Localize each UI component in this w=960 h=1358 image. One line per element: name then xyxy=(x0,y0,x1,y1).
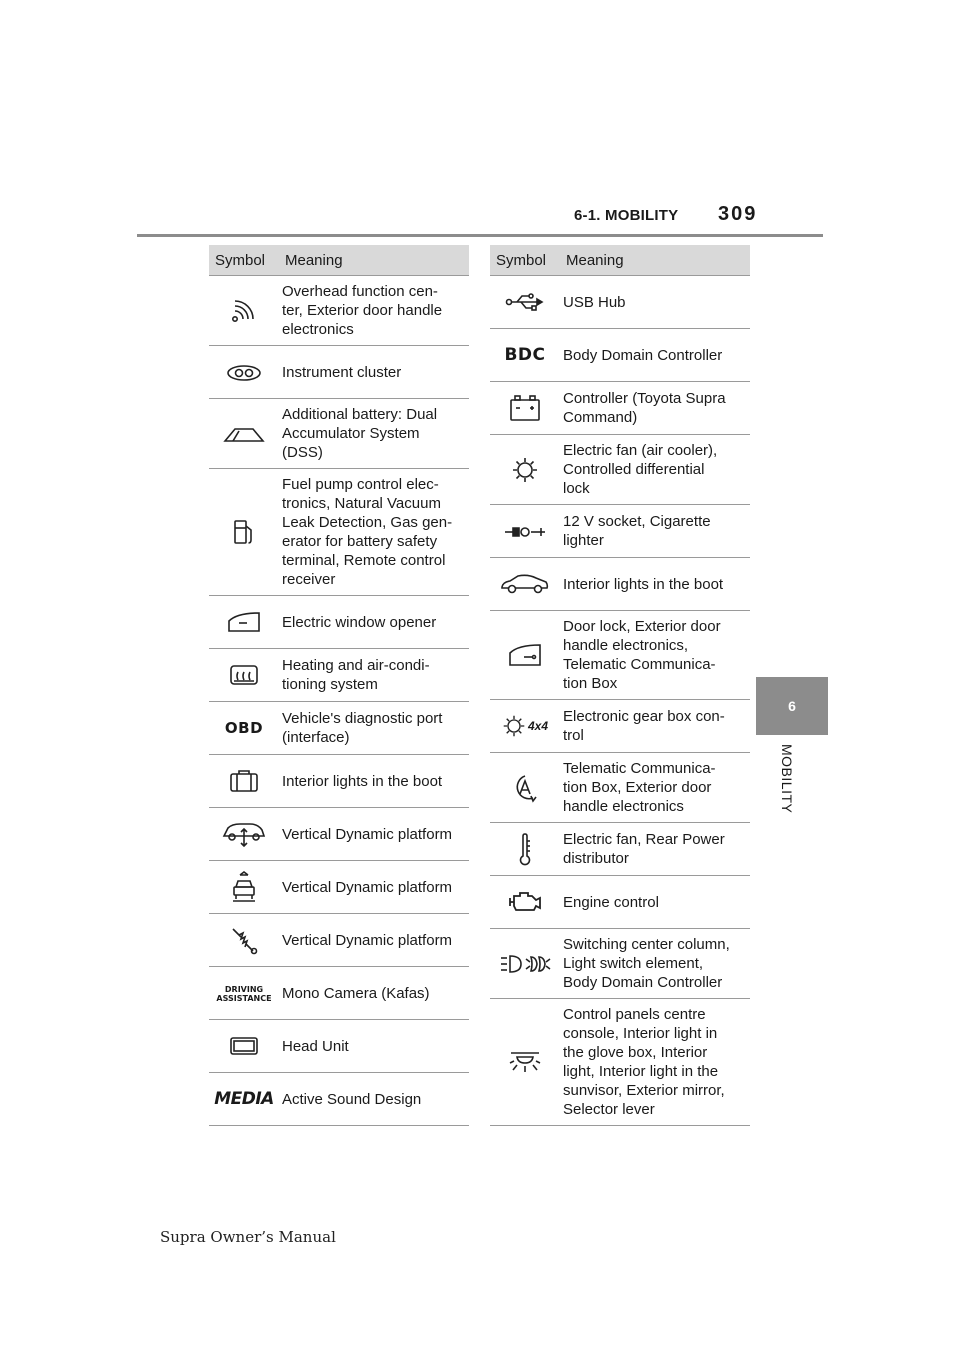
table-row xyxy=(490,753,750,823)
page-number: 309 xyxy=(718,203,758,225)
meaning-cell: Engine control xyxy=(560,876,750,929)
fuel-pump-icon xyxy=(233,518,255,546)
usb-icon xyxy=(505,292,545,312)
meaning-cell: Door lock, Exterior door handle electronics, Telematic Communica- tion Box xyxy=(560,611,750,700)
car-front-suspension-icon xyxy=(231,871,257,903)
car-lift-icon xyxy=(222,820,266,848)
symbol-column-header: Symbol xyxy=(209,245,279,276)
heating-icon xyxy=(229,664,259,686)
interior-light-icon xyxy=(508,1049,542,1075)
table-row xyxy=(209,914,469,967)
table-row xyxy=(490,276,750,329)
battery-controller-icon xyxy=(509,394,541,422)
fan-gear-icon xyxy=(511,456,539,484)
meaning-cell: 12 V socket, Cigarette lighter xyxy=(560,505,750,558)
screen-icon xyxy=(229,1036,259,1056)
meaning-cell: Body Domain Controller xyxy=(560,329,750,382)
table-row xyxy=(490,505,750,558)
table-row xyxy=(209,399,469,469)
table-row xyxy=(209,596,469,649)
meaning-cell: Switching center column, Light switch element, Body Domain Controller xyxy=(560,929,750,999)
table-row xyxy=(209,1073,469,1126)
table-row xyxy=(209,1020,469,1073)
meaning-cell: USB Hub xyxy=(560,276,750,329)
table-row xyxy=(490,382,750,435)
table-row xyxy=(209,755,469,808)
table-row xyxy=(209,346,469,399)
meaning-cell: Interior lights in the boot xyxy=(279,755,469,808)
driving-assistance-text-icon: DRIVING ASSISTANCE xyxy=(216,984,272,1003)
table-row xyxy=(490,929,750,999)
media-text-icon: MEDIA xyxy=(214,1088,274,1109)
meaning-cell: Telematic Communica- tion Box, Exterior door handle electronics xyxy=(560,753,750,823)
table-row xyxy=(490,823,750,876)
table-row xyxy=(209,702,469,755)
gear-4x4-icon xyxy=(502,714,548,738)
table-row xyxy=(490,700,750,753)
gear-4x4-label: 4x4 xyxy=(527,718,549,733)
meaning-cell: Electronic gear box con- trol xyxy=(560,700,750,753)
table-row xyxy=(209,469,469,596)
assist-a-icon xyxy=(511,772,539,804)
instrument-cluster-icon xyxy=(226,364,262,382)
wifi-signal-icon xyxy=(229,298,259,324)
meaning-cell: Electric fan, Rear Power distributor xyxy=(560,823,750,876)
table-row xyxy=(209,649,469,702)
meaning-cell: Fuel pump control elec- tronics, Natural Vacuum Leak Detection, Gas gen- erator for battery safety terminal, Remote control receiver xyxy=(279,469,469,596)
door-lock-icon xyxy=(508,643,542,667)
thermometer-icon xyxy=(518,832,532,866)
chapter-label: MOBILITY xyxy=(779,744,795,814)
meaning-cell: Vertical Dynamic platform xyxy=(279,861,469,914)
meaning-column-header: Meaning xyxy=(279,245,469,276)
symbol-table-left xyxy=(209,245,469,1126)
meaning-cell: Vertical Dynamic platform xyxy=(279,808,469,861)
meaning-cell: Vehicle's diagnostic port (interface) xyxy=(279,702,469,755)
table-row xyxy=(490,558,750,611)
meaning-cell: Instrument cluster xyxy=(279,346,469,399)
meaning-cell: Active Sound Design xyxy=(279,1073,469,1126)
meaning-column-header: Meaning xyxy=(560,245,750,276)
table-row xyxy=(490,329,750,382)
meaning-cell: Heating and air-condi- tioning system xyxy=(279,649,469,702)
car-outline-icon xyxy=(500,573,550,595)
table-row xyxy=(490,999,750,1126)
meaning-cell: Electric window opener xyxy=(279,596,469,649)
meaning-cell: Vertical Dynamic platform xyxy=(279,914,469,967)
table-row xyxy=(490,876,750,929)
window-icon xyxy=(227,611,261,633)
meaning-cell: Interior lights in the boot xyxy=(560,558,750,611)
car-roof-icon xyxy=(223,425,265,443)
chapter-tab[interactable] xyxy=(756,677,828,735)
table-row xyxy=(209,967,469,1020)
meaning-cell: Electric fan (air cooler), Controlled differential lock xyxy=(560,435,750,505)
meaning-cell: Mono Camera (Kafas) xyxy=(279,967,469,1020)
table-row xyxy=(209,861,469,914)
symbol-column-header: Symbol xyxy=(490,245,560,276)
table-row xyxy=(490,611,750,700)
engine-icon xyxy=(506,890,544,914)
header-divider xyxy=(137,234,823,237)
boot-case-icon xyxy=(229,769,259,793)
table-row xyxy=(490,435,750,505)
meaning-cell: Overhead function cen- ter, Exterior door handle electronics xyxy=(279,276,469,346)
footer-manual-title: Supra Owner’s Manual xyxy=(160,1228,336,1246)
obd-text-icon: OBD xyxy=(224,718,264,737)
table-row xyxy=(209,276,469,346)
socket-icon xyxy=(503,523,547,541)
symbol-table-right xyxy=(490,245,750,1126)
headlight-icon xyxy=(499,953,551,975)
meaning-cell: Controller (Toyota Supra Command) xyxy=(560,382,750,435)
bdc-text-icon: BDC xyxy=(504,344,546,365)
meaning-cell: Additional battery: Dual Accumulator System (DSS) xyxy=(279,399,469,469)
section-title: 6-1. MOBILITY xyxy=(574,207,679,224)
meaning-cell: Head Unit xyxy=(279,1020,469,1073)
table-row xyxy=(209,808,469,861)
shock-absorber-icon xyxy=(229,925,259,955)
meaning-cell: Control panels centre console, Interior light in the glove box, Interior light, Interior light in the sunvisor, Exterior mirror, Selector lever xyxy=(560,999,750,1126)
chapter-number: 6 xyxy=(788,698,796,714)
